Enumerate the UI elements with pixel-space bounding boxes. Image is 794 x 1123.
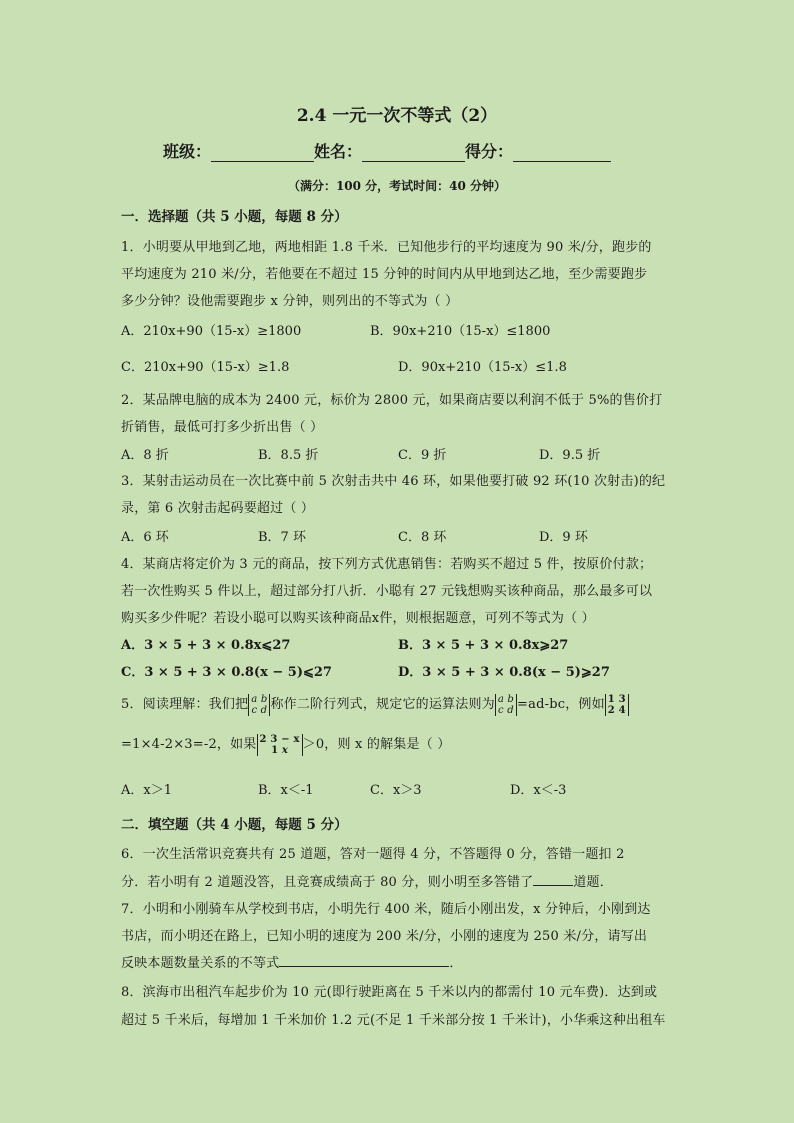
class-label: 班级： (163, 142, 212, 161)
q3-option-a: A．6 环 (121, 530, 169, 545)
section2-heading: 二．填空题（共 4 小题，每题 5 分） (121, 817, 348, 833)
name-field[interactable] (362, 145, 465, 162)
ex-3: 3 (618, 693, 626, 705)
q5-line2 (121, 730, 450, 760)
q2-line2: 折销售，最低可打多少折出售（ ） (121, 420, 324, 435)
q7-line3 (121, 952, 463, 971)
name-label: 姓名： (314, 142, 363, 161)
ex-2: 2 (607, 704, 615, 716)
q4-line1: 4．某商店将定价为 3 元的商品，按下列方式优惠销售：若购买不超过 5 件，按原价付款； (121, 557, 653, 572)
q5-det-symbol (248, 694, 270, 716)
ex-1: 1 (607, 693, 615, 705)
q6-line2 (121, 871, 613, 890)
m-1: 1 (271, 744, 279, 756)
q2-option-a: A．8 折 (121, 448, 169, 463)
q1-option-b: B．90x+210（15-x）≤1800 (370, 324, 551, 339)
det-c: c (251, 704, 258, 716)
page-title: 2.4 一元一次不等式（2） (296, 106, 498, 126)
q5-option-d: D．x＜-3 (510, 783, 567, 798)
q8-line2: 超过 5 千米后，每增加 1 千米加价 1.2 元(不足 1 千米部分按 1 千米计)，小华乘这种出租车 (121, 1013, 666, 1028)
q7-line1: 7．小明和小刚骑车从学校到书店，小明先行 400 米，随后小刚出发，x 分钟后，小刚到达 (121, 902, 651, 917)
q5-text-5: ＞0，则 x 的解集是（ ） (302, 737, 451, 752)
q7-line2: 书店，而小明还在路上，已知小明的速度为 200 米/分，小刚的速度为 250 米/分，请写出 (121, 929, 648, 944)
q2-option-c: C．9 折 (398, 448, 447, 463)
score-field[interactable] (513, 145, 611, 162)
q3-option-d: D．9 环 (539, 530, 588, 545)
q4-option-c: C．3 × 5 + 3 × 0.8(x − 5)⩽27 (121, 665, 332, 680)
q6-text: 分．若小明有 2 道题没答，且竞赛成绩高于 80 分，则小明至多答错了 (121, 875, 534, 890)
exam-meta: （满分：100 分，考试时间：40 分钟） (287, 179, 507, 193)
q1-line2: 平均速度为 210 米/分，若他要在不超过 15 分钟的时间内从甲地到达乙地，至少需要跑步 (121, 267, 648, 282)
q2-line1: 2．某品牌电脑的成本为 2400 元，标价为 2800 元，如果商店要以利润不低于 5%的售价打 (121, 393, 663, 408)
q5-text-3: =ad-bc，例如 (517, 697, 605, 712)
ex-4: 4 (618, 704, 626, 716)
q5-det-example (605, 694, 629, 716)
q4-option-a: A．3 × 5 + 3 × 0.8x⩽27 (121, 638, 291, 653)
det-b: b (260, 693, 268, 705)
q7-answer-blank[interactable] (279, 954, 449, 967)
q2-option-b: B．8.5 折 (258, 448, 319, 463)
q5-text-2: 称作二阶行列式，规定它的运算法则为 (270, 697, 495, 712)
q8-line1: 8．滨海市出租汽车起步价为 10 元(即行驶距离在 5 千米以内的都需付 10 元车费)．达到或 (121, 985, 658, 1000)
q1-option-a: A．210x+90（15-x）≥1800 (121, 324, 302, 339)
q6-text-end: 道题． (573, 875, 613, 890)
q4-option-d: D．3 × 5 + 3 × 0.8(x − 5)⩾27 (398, 665, 610, 680)
det-a: a (497, 693, 505, 705)
q2-option-d: D．9.5 折 (539, 448, 601, 463)
q5-text-1: 5．阅读理解：我们把 (121, 697, 249, 712)
m-2: 2 (259, 733, 267, 745)
q3-line2: 录，第 6 次射击起码要超过（ ） (121, 501, 315, 516)
q5-det-rule (495, 694, 517, 716)
q3-option-c: C．8 环 (398, 530, 447, 545)
q5-text-4: =1×4-2×3=-2，如果 (121, 737, 257, 752)
q6-answer-blank[interactable] (533, 873, 573, 886)
m-3-minus-x: 3 − x (270, 733, 300, 745)
q5-det-condition (257, 734, 303, 756)
q4-option-b: B．3 × 5 + 3 × 0.8x⩾27 (398, 638, 569, 653)
student-info-line (163, 139, 611, 162)
q4-line3: 购买多少件呢？若设小聪可以购买该种商品x件，则根据题意，可列不等式为（ ） (121, 611, 595, 626)
q7-text-end: ． (449, 956, 463, 971)
det-d: d (260, 704, 268, 716)
det-b: b (507, 693, 515, 705)
det-a: a (251, 693, 258, 705)
q1-option-c: C．210x+90（15-x）≥1.8 (121, 360, 290, 375)
q3-line1: 3．某射击运动员在一次比赛中前 5 次射击共中 46 环，如果他要打破 92 环(10 次射击)的纪 (121, 474, 666, 489)
q4-line2: 若一次性购买 5 件以上，超过部分打八折．小聪有 27 元钱想购买该种商品，那么最多可以 (121, 584, 653, 599)
q3-option-b: B．7 环 (258, 530, 306, 545)
q1-line1: 1．小明要从甲地到乙地，两地相距 1.8 千米．已知他步行的平均速度为 90 米/分，跑步的 (121, 240, 652, 255)
m-x: x (281, 744, 289, 756)
q5-option-b: B．x＜-1 (258, 783, 314, 798)
q1-option-d: D．90x+210（15-x）≤1.8 (398, 360, 567, 375)
q5-option-c: C．x＞3 (370, 783, 422, 798)
q6-line1: 6．一次生活常识竞赛共有 25 道题，答对一题得 4 分，不答题得 0 分，答错一题扣 2 (121, 847, 625, 862)
det-c: c (498, 704, 504, 716)
q1-line3: 多少分钟？设他需要跑步 x 分钟，则列出的不等式为（ ） (121, 294, 459, 309)
det-d: d (507, 704, 514, 716)
q5-option-a: A．x＞1 (121, 783, 172, 798)
q5-line1 (121, 690, 629, 720)
score-label: 得分： (465, 142, 514, 161)
section1-heading: 一．选择题（共 5 小题，每题 8 分） (121, 209, 348, 225)
class-field[interactable] (211, 145, 314, 162)
q7-text: 反映本题数量关系的不等式 (121, 956, 280, 971)
